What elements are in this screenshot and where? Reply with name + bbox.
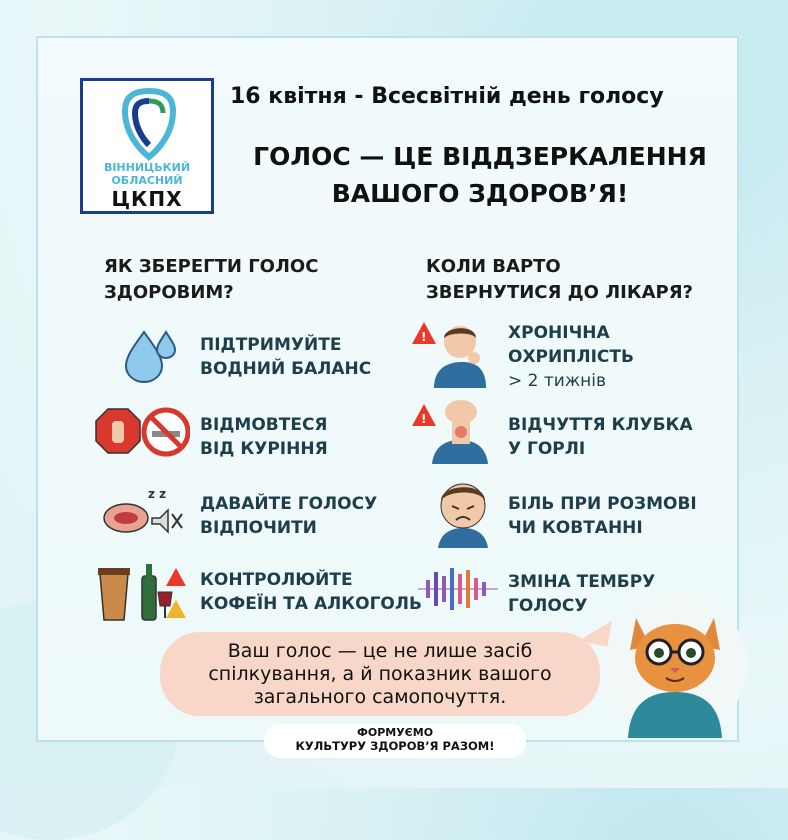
right-item-1-line3: > 2 тижнів xyxy=(508,371,606,391)
right-section-heading xyxy=(426,254,693,306)
right-heading-line2: ЗВЕРНУТИСЯ ДО ЛІКАРЯ? xyxy=(426,282,694,303)
left-heading-line2: ЗДОРОВИМ? xyxy=(104,282,234,303)
right-item-1-line2: ОХРИПЛІСТЬ xyxy=(508,347,634,367)
svg-text:z z: z z xyxy=(148,487,167,501)
right-item-3 xyxy=(508,492,697,540)
right-item-3-line1: БІЛЬ ПРИ РОЗМОВІ xyxy=(508,494,697,514)
speech-bubble xyxy=(160,632,600,716)
date-title: 16 квітня - Всесвітній день голосу xyxy=(230,84,664,109)
right-item-2-line1: ВІДЧУТТЯ КЛУБКА xyxy=(508,415,693,435)
left-item-3-line2: ВІДПОЧИТИ xyxy=(200,518,317,538)
left-item-1-line2: ВОДНИЙ БАЛАНС xyxy=(200,359,372,379)
sore-throat-icon xyxy=(412,400,498,464)
bubble-line3: загального самопочуття. xyxy=(253,686,507,708)
logo-line3: ЦКПХ xyxy=(111,187,183,211)
right-heading-line1: КОЛИ ВАРТО xyxy=(426,256,561,277)
right-item-2 xyxy=(508,413,693,461)
sound-wave-icon xyxy=(416,566,500,612)
main-title-line2: ВАШОГО ЗДОРОВ’Я! xyxy=(331,179,629,208)
svg-text:!: ! xyxy=(421,330,427,344)
footer-slogan xyxy=(264,724,526,758)
no-smoking-icon xyxy=(94,407,190,459)
left-item-2 xyxy=(200,413,328,461)
main-title xyxy=(225,138,735,212)
left-item-4-line2: КОФЕЇН ТА АЛКОГОЛЬ xyxy=(200,594,422,614)
svg-text:!: ! xyxy=(421,412,427,426)
left-item-1-line1: ПІДТРИМУЙТЕ xyxy=(200,335,342,355)
right-item-1-line1: ХРОНІЧНА xyxy=(508,323,610,343)
rest-voice-icon xyxy=(98,484,190,542)
main-title-line1: ГОЛОС — ЦЕ ВІДДЗЕРКАЛЕННЯ xyxy=(253,142,707,171)
left-item-1 xyxy=(200,333,371,381)
logo-line2: ОБЛАСНИЙ xyxy=(111,174,183,187)
right-item-4-line2: ГОЛОСУ xyxy=(508,596,588,616)
left-heading-line1: ЯК ЗБЕРЕГТИ ГОЛОС xyxy=(104,256,319,277)
logo-line1: ВІННИЦЬКИЙ xyxy=(103,161,191,174)
left-section-heading xyxy=(104,254,318,306)
bubble-line1: Ваш голос — це не лише засіб xyxy=(227,640,533,662)
water-drops-icon xyxy=(120,326,180,384)
pain-face-icon xyxy=(432,478,494,548)
right-item-3-line2: ЧИ КОВТАННІ xyxy=(508,518,643,538)
left-item-4 xyxy=(200,568,422,616)
logo xyxy=(80,78,214,214)
shield-logo-icon xyxy=(119,87,179,161)
coffee-alcohol-icon xyxy=(96,562,188,624)
right-item-4-line1: ЗМІНА ТЕМБРУ xyxy=(508,572,656,592)
left-item-4-line1: КОНТРОЛЮЙТЕ xyxy=(200,570,353,590)
left-item-2-line1: ВІДМОВТЕСЯ xyxy=(200,415,328,435)
cat-mascot-icon xyxy=(602,592,748,738)
footer-line2: КУЛЬТУРУ ЗДОРОВ’Я РАЗОМ! xyxy=(295,739,495,753)
coughing-person-icon xyxy=(412,318,498,388)
left-item-2-line2: ВІД КУРІННЯ xyxy=(200,439,328,459)
footer-line1: ФОРМУЄМО xyxy=(356,726,434,739)
left-item-3-line1: ДАВАЙТЕ ГОЛОСУ xyxy=(200,494,378,514)
right-item-2-line2: У ГОРЛІ xyxy=(508,439,586,459)
bubble-line2: спілкування, а й показник вашого xyxy=(208,663,552,685)
left-item-3 xyxy=(200,492,377,540)
right-item-1 xyxy=(508,321,634,393)
